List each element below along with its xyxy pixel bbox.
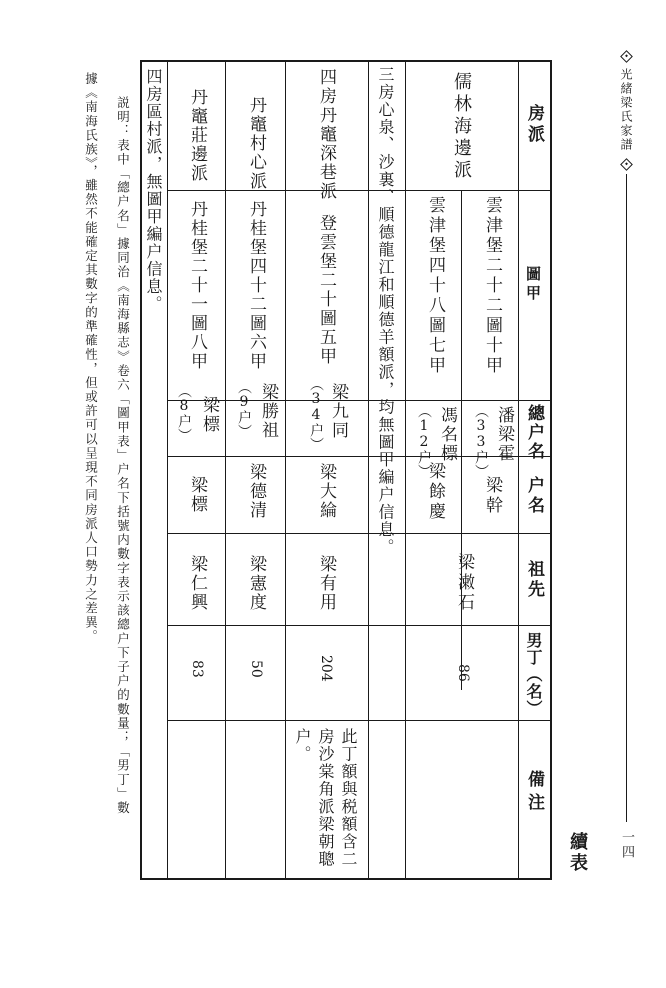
row4-tujia: 丹桂堡四十二圖六甲 xyxy=(246,200,266,371)
row5-ancestor: 梁仁興 xyxy=(187,555,207,612)
row3-males: 204 xyxy=(318,655,334,682)
row5-zonghu-name: 梁標 xyxy=(199,396,219,434)
row1-huming-b: 梁餘慶 xyxy=(425,462,445,522)
header-notes: 備注 xyxy=(524,770,544,816)
header-males: 男丁（名） xyxy=(524,632,543,717)
row6-span-note: 四房區村派，無圖甲編户信息。 xyxy=(144,68,163,313)
row1-branch: 儒林海邊派 xyxy=(451,72,472,182)
row4-males: 50 xyxy=(248,660,264,678)
explanation-line-2: 據《南海氏族》，雖然不能確定其數字的準確性，但或許可以呈現不同房派人口勢力之差異。 xyxy=(83,72,99,644)
row1-zonghu-b-count: （12户） xyxy=(416,404,432,478)
row3-note-b: 房沙棠角派梁朝聰 xyxy=(316,728,335,868)
row4-huming: 梁德清 xyxy=(246,463,266,520)
running-head-rule xyxy=(626,174,627,822)
row4-zonghu-count: （9户） xyxy=(236,380,252,438)
header-tujia: 圖甲 xyxy=(524,266,542,304)
book-title: 光緒梁氏家譜 xyxy=(619,68,633,152)
row5-branch: 丹竈莊邊派 xyxy=(187,88,207,183)
ornament-icon xyxy=(620,158,633,171)
row1-tujia-a: 雲津堡二十二圖十甲 xyxy=(482,196,502,376)
row1-zonghu-a-name: 潘梁霍 xyxy=(494,406,514,463)
page-number: 一四 xyxy=(619,830,634,860)
row3-branch: 四房丹竈深巷派 xyxy=(316,68,336,201)
ornament-icon xyxy=(620,50,633,63)
header-branch: 房派 xyxy=(524,104,544,146)
row2-span-note: 三房心泉、沙裏、順德龍江和順德羊額派，均無圖甲編户信息。 xyxy=(376,66,395,556)
row3-tujia: 登雲堡二十圖五甲 xyxy=(316,214,336,366)
row5-males: 83 xyxy=(189,660,205,678)
row5-huming: 梁標 xyxy=(187,476,207,514)
continued-label: 續表 xyxy=(567,832,588,874)
header-zonghu: 總户名 xyxy=(524,404,544,461)
row3-zonghu-name: 梁九同 xyxy=(328,383,348,440)
header-huming: 户名 xyxy=(524,476,544,516)
row4-ancestor: 梁憲度 xyxy=(246,555,266,612)
row4-branch: 丹竈村心派 xyxy=(246,96,266,191)
row3-note-c: 户。 xyxy=(293,728,312,763)
header-ancestor: 祖先 xyxy=(524,560,544,600)
row4-zonghu-name: 梁勝祖 xyxy=(258,383,278,440)
row3-huming: 梁大綸 xyxy=(316,463,336,520)
row1-ancestor: 梁潄石 xyxy=(454,553,474,613)
row1-tujia-b: 雲津堡四十八圖七甲 xyxy=(425,196,445,376)
row3-zonghu-count: （34户） xyxy=(308,377,324,451)
explanation-line-1: 説明：表中「總户名」據同治《南海縣志》卷六「圖甲表」户名下括號内數字表示該總户下子户的數量；「男丁」數 xyxy=(115,96,131,816)
row1-males: 86 xyxy=(455,664,471,682)
row1-zonghu-a-count: （33户） xyxy=(473,404,489,478)
row5-zonghu-count: （8户） xyxy=(176,384,192,442)
row5-tujia: 丹桂堡二十一圖八甲 xyxy=(187,200,207,371)
row3-note-a: 此丁額與税額含二 xyxy=(339,728,358,868)
row1-zonghu-b-name: 馮名標 xyxy=(437,406,457,463)
row3-ancestor: 梁有用 xyxy=(316,555,336,612)
row1-huming-a: 梁幹 xyxy=(482,476,502,516)
